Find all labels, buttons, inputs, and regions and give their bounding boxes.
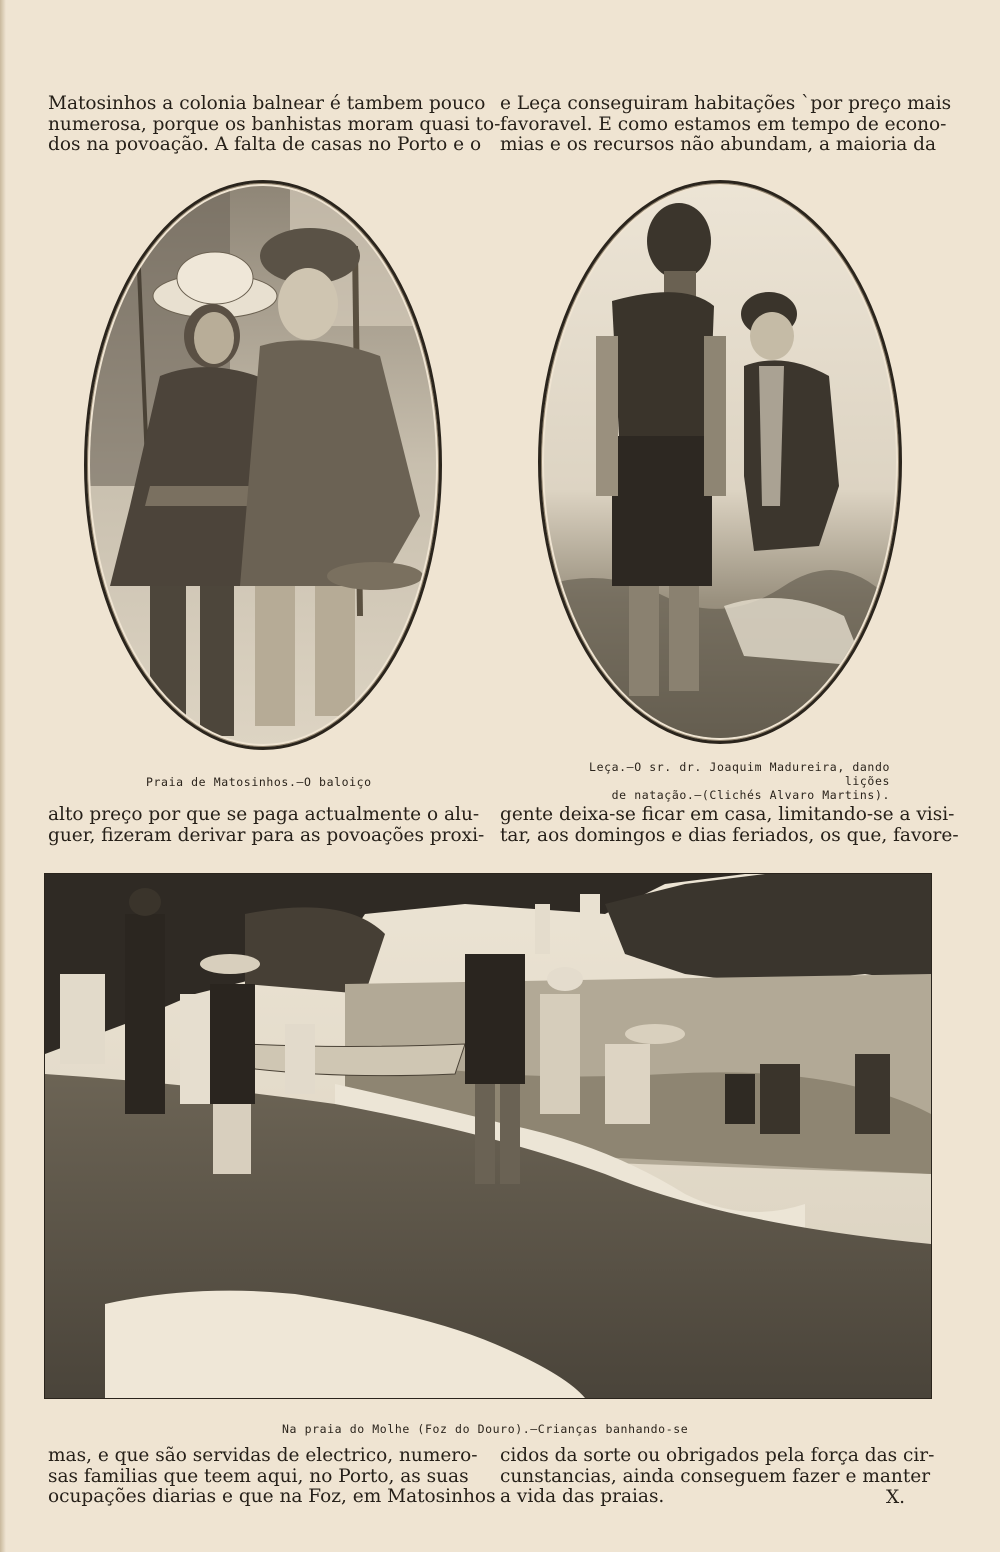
- photo-swimming-lesson-image: [544, 186, 896, 738]
- text-line: gente deixa-se ficar em casa, limitando-se a visi-: [500, 804, 955, 825]
- text-line: dos na povoação. A falta de casas no Porto e o: [48, 134, 482, 155]
- text-line: mias e os recursos não abundam, a maioria da: [500, 134, 937, 155]
- page-binding-edge: [0, 0, 6, 1552]
- text-line: cidos da sorte ou obrigados pela força das cir-: [500, 1445, 935, 1466]
- caption-leca: [538, 760, 890, 802]
- text-line: numerosa, porque os banhistas moram quasi to-: [48, 113, 501, 135]
- caption-matosinhos: [146, 775, 372, 789]
- text-line: sas familias que teem aqui, no Porto, as suas: [48, 1465, 469, 1487]
- caption-text: de natação.—(Clichés Alvaro Martins).: [611, 788, 890, 802]
- photo-children-swing: [90, 186, 436, 744]
- text-line: ocupações diarias e que na Foz, em Matosinhos: [48, 1486, 496, 1507]
- text-line: cunstancias, ainda conseguem fazer e manter: [500, 1465, 931, 1487]
- photo-children-swing-image: [90, 186, 436, 744]
- top-text-left: [48, 93, 501, 156]
- text-line: alto preço por que se paga actualmente o alu-: [48, 804, 480, 825]
- middle-text-left: [48, 804, 485, 846]
- caption-text: Leça.—O sr. dr. Joaquim Madureira, dando lições: [589, 760, 890, 788]
- photo-beach-children: [44, 873, 932, 1399]
- bottom-text-right: [500, 1445, 935, 1508]
- text-line: favoravel. E como estamos em tempo de econo-: [500, 113, 947, 135]
- bottom-text-left: [48, 1445, 496, 1508]
- text-line: tar, aos domingos e dias feriados, os que, favore-: [500, 824, 959, 846]
- photo-swimming-lesson: [544, 186, 896, 738]
- caption-molhe: [282, 1422, 688, 1436]
- text-line: a vida das praias.: [500, 1486, 665, 1507]
- top-text-right: [500, 93, 952, 156]
- caption-text: Praia de Matosinhos.—O baloiço: [146, 775, 372, 789]
- photo-beach-children-image: [45, 874, 931, 1398]
- text-line: guer, fizeram derivar para as povoações proxi-: [48, 824, 485, 846]
- text-line: Matosinhos a colonia balnear é tambem pouco: [48, 93, 486, 114]
- author-signature: X.: [886, 1487, 906, 1508]
- text-line: e Leça conseguiram habitações `por preço mais: [500, 93, 952, 114]
- middle-text-right: [500, 804, 959, 846]
- caption-text: Na praia do Molhe (Foz do Douro).—Crianças banhando-se: [282, 1422, 689, 1436]
- text-line: mas, e que são servidas de electrico, numero-: [48, 1445, 478, 1466]
